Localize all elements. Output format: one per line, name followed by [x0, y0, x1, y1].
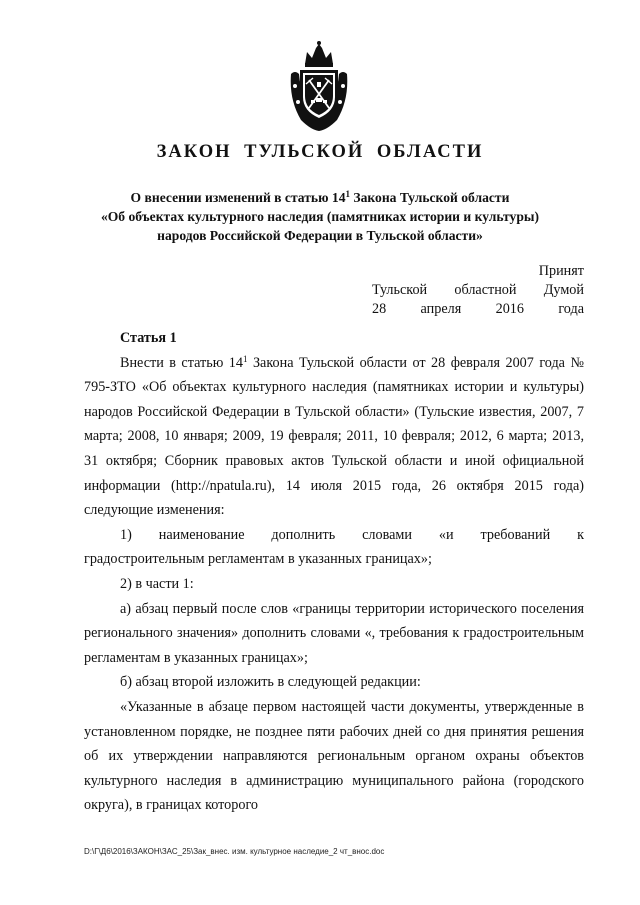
subtitle-superscript: 1 — [345, 189, 350, 199]
subtitle-line-1-end: Закона Тульской области — [350, 190, 510, 205]
paragraph-item-1-line-1: 1) наименование дополнить словами «и требований к — [120, 526, 584, 543]
subtitle-line-1 — [60, 188, 580, 207]
document-subtitle — [60, 188, 580, 245]
paragraph-intro-rest: Закона Тульской области от 28 февраля 2007 года № 795-ЗТО «Об объектах культурного наследия (памятниках истории и культуры) народов Российской Федерации в Тульской области» (Тульские известия, 2007, 7 марта; 2008, 10 января; 2009, 19 февраля; 2011, 10 февраля; 2012, 6 марта; 2013, 31 октября; Сборник правовых актов Тульской области и иной официальной информации (http://npatula.ru), 14 июля 2015 года, 26 октября 2015 года) следующие изменения: — [84, 354, 584, 519]
document-title: ЗАКОН ТУЛЬСКОЙ ОБЛАСТИ — [156, 142, 484, 162]
paragraph-quote: «Указанные в абзаце первом настоящей части документы, утвержденные в установленном порядке, не позднее пяти рабочих дней со дня принятия решения об их утверждении направляются региональным органом охраны объектов культурного наследия в администрацию муниципального района (городского округа), в границах которого — [84, 698, 584, 814]
subtitle-line-2: «Об объектах культурного наследия (памятниках истории и культуры) — [100, 209, 540, 224]
adopted-by: Тульской областной Думой — [372, 282, 584, 298]
article-heading: Статья 1 — [120, 330, 177, 346]
file-path-footer: D:\Г\Д6\2016\ЗАКОН\ЗАС_25\Зак_внес. изм. культурное наследие_2 чт_внос.doc — [84, 847, 385, 856]
paragraph-intro-superscript: 1 — [242, 353, 248, 364]
subtitle-line-1-text: О внесении изменений в статью 14 — [130, 190, 346, 205]
paragraph-item-2b: б) абзац второй изложить в следующей редакции: — [120, 674, 421, 691]
adoption-block — [372, 262, 584, 319]
adopted-date: 28 апреля 2016 года — [372, 301, 584, 317]
subtitle-line-3: народов Российской Федерации в Тульской области» — [157, 228, 483, 243]
document-body — [84, 326, 584, 818]
paragraph-intro — [84, 351, 584, 523]
tula-coat-of-arms-icon — [287, 40, 351, 132]
paragraph-item-2: 2) в части 1: — [120, 575, 194, 592]
paragraph-item-2a: а) абзац первый после слов «границы территории исторического поселения регионального значения» дополнить словами «, требования к градостроительным регламентам в указанных границах»; — [84, 600, 584, 666]
paragraph-intro-start: Внести в статью 14 — [120, 354, 243, 371]
paragraph-item-1-line-2: градостроительным регламентам в указанных границах»; — [84, 551, 432, 568]
adopted-label: Принят — [538, 263, 584, 279]
